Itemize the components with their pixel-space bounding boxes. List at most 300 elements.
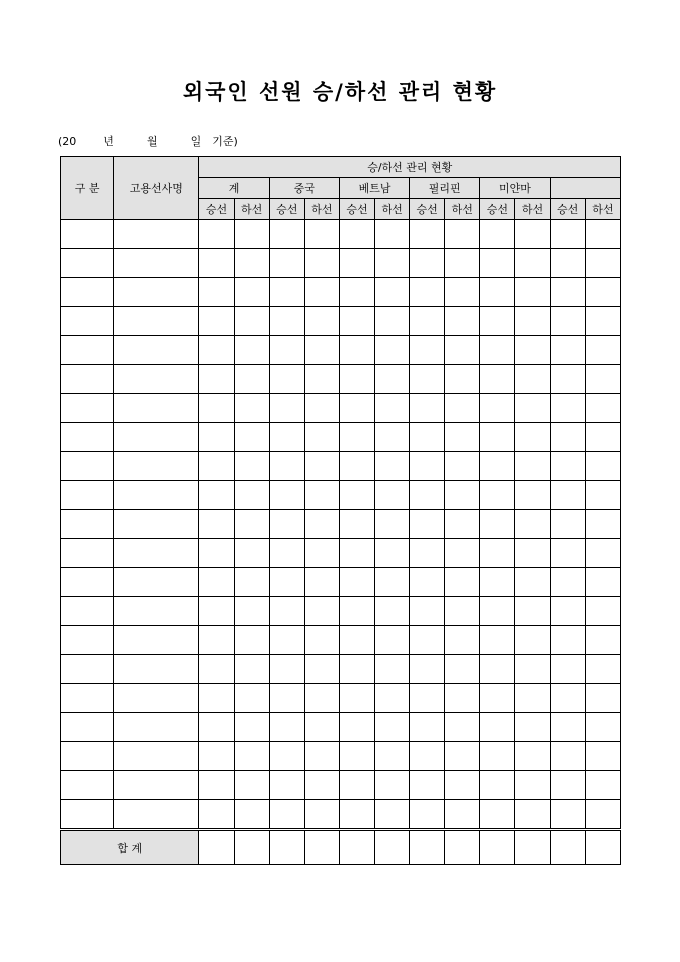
table-cell[interactable] (199, 800, 234, 830)
table-cell[interactable] (515, 336, 550, 365)
table-cell[interactable] (585, 742, 620, 771)
table-cell[interactable] (61, 394, 114, 423)
table-cell[interactable] (410, 249, 445, 278)
table-cell[interactable] (550, 568, 585, 597)
table-cell[interactable] (375, 249, 410, 278)
table-cell[interactable] (304, 655, 339, 684)
table-cell[interactable] (304, 800, 339, 830)
table-cell[interactable] (199, 568, 234, 597)
table-cell[interactable] (445, 597, 480, 626)
table-cell[interactable] (480, 278, 515, 307)
table-cell[interactable] (515, 771, 550, 800)
table-cell[interactable] (61, 713, 114, 742)
table-cell[interactable] (445, 452, 480, 481)
table-cell[interactable] (114, 423, 199, 452)
table-cell[interactable] (114, 336, 199, 365)
table-cell[interactable] (375, 394, 410, 423)
table-cell[interactable] (480, 655, 515, 684)
table-cell[interactable] (375, 336, 410, 365)
table-cell[interactable] (550, 597, 585, 626)
total-cell[interactable] (480, 830, 515, 865)
table-cell[interactable] (550, 278, 585, 307)
table-cell[interactable] (375, 626, 410, 655)
table-cell[interactable] (410, 365, 445, 394)
table-cell[interactable] (114, 539, 199, 568)
table-cell[interactable] (61, 481, 114, 510)
table-cell[interactable] (339, 713, 374, 742)
table-cell[interactable] (585, 800, 620, 830)
table-cell[interactable] (375, 771, 410, 800)
table-cell[interactable] (550, 481, 585, 510)
table-cell[interactable] (515, 307, 550, 336)
table-cell[interactable] (114, 452, 199, 481)
table-cell[interactable] (234, 597, 269, 626)
table-cell[interactable] (410, 771, 445, 800)
table-cell[interactable] (585, 684, 620, 713)
table-cell[interactable] (585, 365, 620, 394)
table-cell[interactable] (234, 626, 269, 655)
table-cell[interactable] (515, 249, 550, 278)
total-cell[interactable] (199, 830, 234, 865)
table-cell[interactable] (339, 452, 374, 481)
table-cell[interactable] (515, 481, 550, 510)
table-cell[interactable] (269, 278, 304, 307)
table-cell[interactable] (515, 800, 550, 830)
table-cell[interactable] (585, 336, 620, 365)
table-cell[interactable] (269, 220, 304, 249)
table-cell[interactable] (339, 249, 374, 278)
table-cell[interactable] (515, 742, 550, 771)
total-cell[interactable] (585, 830, 620, 865)
table-cell[interactable] (445, 771, 480, 800)
table-cell[interactable] (114, 684, 199, 713)
table-cell[interactable] (269, 510, 304, 539)
table-cell[interactable] (339, 394, 374, 423)
table-cell[interactable] (339, 597, 374, 626)
table-cell[interactable] (114, 568, 199, 597)
table-cell[interactable] (234, 307, 269, 336)
table-cell[interactable] (269, 452, 304, 481)
table-cell[interactable] (375, 742, 410, 771)
table-cell[interactable] (375, 481, 410, 510)
table-cell[interactable] (199, 307, 234, 336)
table-cell[interactable] (304, 278, 339, 307)
table-cell[interactable] (375, 423, 410, 452)
table-cell[interactable] (269, 307, 304, 336)
table-cell[interactable] (269, 626, 304, 655)
table-cell[interactable] (410, 394, 445, 423)
table-cell[interactable] (550, 307, 585, 336)
table-cell[interactable] (550, 220, 585, 249)
table-cell[interactable] (234, 684, 269, 713)
table-cell[interactable] (269, 742, 304, 771)
table-cell[interactable] (234, 423, 269, 452)
table-cell[interactable] (304, 742, 339, 771)
table-cell[interactable] (199, 539, 234, 568)
table-cell[interactable] (515, 423, 550, 452)
table-cell[interactable] (480, 713, 515, 742)
table-cell[interactable] (410, 684, 445, 713)
table-cell[interactable] (269, 684, 304, 713)
table-cell[interactable] (585, 423, 620, 452)
table-cell[interactable] (515, 626, 550, 655)
table-cell[interactable] (550, 365, 585, 394)
table-cell[interactable] (269, 365, 304, 394)
table-cell[interactable] (410, 278, 445, 307)
total-cell[interactable] (445, 830, 480, 865)
table-cell[interactable] (375, 539, 410, 568)
table-cell[interactable] (61, 423, 114, 452)
table-cell[interactable] (480, 510, 515, 539)
table-cell[interactable] (269, 423, 304, 452)
table-cell[interactable] (445, 626, 480, 655)
table-cell[interactable] (480, 249, 515, 278)
table-cell[interactable] (339, 307, 374, 336)
table-cell[interactable] (199, 684, 234, 713)
table-cell[interactable] (61, 336, 114, 365)
table-cell[interactable] (199, 365, 234, 394)
table-cell[interactable] (339, 655, 374, 684)
table-cell[interactable] (375, 452, 410, 481)
table-cell[interactable] (515, 713, 550, 742)
total-cell[interactable] (410, 830, 445, 865)
table-cell[interactable] (585, 307, 620, 336)
table-cell[interactable] (234, 771, 269, 800)
table-cell[interactable] (114, 307, 199, 336)
table-cell[interactable] (550, 539, 585, 568)
table-cell[interactable] (480, 394, 515, 423)
table-cell[interactable] (269, 568, 304, 597)
table-cell[interactable] (114, 771, 199, 800)
table-cell[interactable] (304, 423, 339, 452)
table-cell[interactable] (234, 713, 269, 742)
table-cell[interactable] (234, 249, 269, 278)
table-cell[interactable] (234, 452, 269, 481)
table-cell[interactable] (114, 597, 199, 626)
table-cell[interactable] (375, 307, 410, 336)
table-cell[interactable] (410, 742, 445, 771)
table-cell[interactable] (515, 539, 550, 568)
table-cell[interactable] (234, 394, 269, 423)
table-cell[interactable] (585, 278, 620, 307)
table-cell[interactable] (585, 539, 620, 568)
table-cell[interactable] (199, 481, 234, 510)
table-cell[interactable] (375, 220, 410, 249)
table-cell[interactable] (339, 510, 374, 539)
table-cell[interactable] (339, 771, 374, 800)
total-cell[interactable] (304, 830, 339, 865)
table-cell[interactable] (234, 568, 269, 597)
table-cell[interactable] (339, 742, 374, 771)
table-cell[interactable] (304, 684, 339, 713)
table-cell[interactable] (304, 220, 339, 249)
table-cell[interactable] (304, 394, 339, 423)
table-cell[interactable] (515, 597, 550, 626)
table-cell[interactable] (585, 771, 620, 800)
table-cell[interactable] (61, 452, 114, 481)
table-cell[interactable] (304, 626, 339, 655)
table-cell[interactable] (339, 684, 374, 713)
table-cell[interactable] (585, 452, 620, 481)
table-cell[interactable] (199, 394, 234, 423)
table-cell[interactable] (339, 336, 374, 365)
table-cell[interactable] (339, 568, 374, 597)
table-cell[interactable] (304, 481, 339, 510)
table-cell[interactable] (410, 452, 445, 481)
total-cell[interactable] (234, 830, 269, 865)
table-cell[interactable] (585, 713, 620, 742)
table-cell[interactable] (339, 481, 374, 510)
table-cell[interactable] (550, 249, 585, 278)
table-cell[interactable] (199, 655, 234, 684)
table-cell[interactable] (199, 742, 234, 771)
table-cell[interactable] (550, 423, 585, 452)
table-cell[interactable] (410, 307, 445, 336)
table-cell[interactable] (480, 597, 515, 626)
table-cell[interactable] (480, 220, 515, 249)
table-cell[interactable] (304, 510, 339, 539)
table-cell[interactable] (339, 423, 374, 452)
table-cell[interactable] (304, 539, 339, 568)
table-cell[interactable] (269, 597, 304, 626)
table-cell[interactable] (410, 800, 445, 830)
table-cell[interactable] (585, 655, 620, 684)
total-cell[interactable] (550, 830, 585, 865)
table-cell[interactable] (480, 365, 515, 394)
table-cell[interactable] (410, 481, 445, 510)
table-cell[interactable] (234, 336, 269, 365)
table-cell[interactable] (550, 800, 585, 830)
table-cell[interactable] (61, 597, 114, 626)
table-cell[interactable] (410, 539, 445, 568)
table-cell[interactable] (61, 655, 114, 684)
table-cell[interactable] (114, 713, 199, 742)
table-cell[interactable] (199, 771, 234, 800)
table-cell[interactable] (269, 771, 304, 800)
table-cell[interactable] (585, 626, 620, 655)
table-cell[interactable] (269, 394, 304, 423)
table-cell[interactable] (410, 220, 445, 249)
table-cell[interactable] (550, 452, 585, 481)
table-cell[interactable] (515, 220, 550, 249)
table-cell[interactable] (375, 365, 410, 394)
table-cell[interactable] (480, 771, 515, 800)
table-cell[interactable] (61, 510, 114, 539)
total-cell[interactable] (269, 830, 304, 865)
table-cell[interactable] (480, 481, 515, 510)
table-cell[interactable] (199, 336, 234, 365)
table-cell[interactable] (114, 510, 199, 539)
table-cell[interactable] (480, 307, 515, 336)
table-cell[interactable] (445, 365, 480, 394)
table-cell[interactable] (445, 800, 480, 830)
table-cell[interactable] (234, 510, 269, 539)
table-cell[interactable] (550, 771, 585, 800)
table-cell[interactable] (61, 249, 114, 278)
table-cell[interactable] (410, 626, 445, 655)
table-cell[interactable] (585, 220, 620, 249)
table-cell[interactable] (61, 568, 114, 597)
table-cell[interactable] (199, 249, 234, 278)
table-cell[interactable] (339, 365, 374, 394)
table-cell[interactable] (339, 626, 374, 655)
table-cell[interactable] (234, 220, 269, 249)
table-cell[interactable] (199, 597, 234, 626)
table-cell[interactable] (515, 655, 550, 684)
table-cell[interactable] (339, 278, 374, 307)
table-cell[interactable] (480, 423, 515, 452)
table-cell[interactable] (445, 220, 480, 249)
table-cell[interactable] (269, 481, 304, 510)
table-cell[interactable] (199, 713, 234, 742)
table-cell[interactable] (304, 771, 339, 800)
table-cell[interactable] (550, 655, 585, 684)
table-cell[interactable] (585, 568, 620, 597)
table-cell[interactable] (445, 742, 480, 771)
table-cell[interactable] (550, 626, 585, 655)
table-cell[interactable] (304, 307, 339, 336)
table-cell[interactable] (339, 539, 374, 568)
table-cell[interactable] (199, 626, 234, 655)
table-cell[interactable] (304, 249, 339, 278)
table-cell[interactable] (410, 713, 445, 742)
table-cell[interactable] (445, 423, 480, 452)
table-cell[interactable] (269, 249, 304, 278)
table-cell[interactable] (234, 365, 269, 394)
table-cell[interactable] (339, 220, 374, 249)
table-cell[interactable] (199, 278, 234, 307)
table-cell[interactable] (480, 626, 515, 655)
table-cell[interactable] (269, 655, 304, 684)
table-cell[interactable] (61, 307, 114, 336)
table-cell[interactable] (375, 568, 410, 597)
table-cell[interactable] (375, 800, 410, 830)
table-cell[interactable] (515, 452, 550, 481)
table-cell[interactable] (445, 249, 480, 278)
table-cell[interactable] (445, 278, 480, 307)
table-cell[interactable] (480, 684, 515, 713)
table-cell[interactable] (61, 539, 114, 568)
table-cell[interactable] (550, 742, 585, 771)
total-cell[interactable] (375, 830, 410, 865)
table-cell[interactable] (515, 394, 550, 423)
table-cell[interactable] (410, 568, 445, 597)
table-cell[interactable] (61, 771, 114, 800)
table-cell[interactable] (234, 278, 269, 307)
total-cell[interactable] (515, 830, 550, 865)
table-cell[interactable] (199, 452, 234, 481)
table-cell[interactable] (61, 742, 114, 771)
table-cell[interactable] (445, 684, 480, 713)
table-cell[interactable] (114, 655, 199, 684)
table-cell[interactable] (550, 713, 585, 742)
table-cell[interactable] (410, 510, 445, 539)
table-cell[interactable] (445, 713, 480, 742)
table-cell[interactable] (114, 394, 199, 423)
table-cell[interactable] (114, 481, 199, 510)
table-cell[interactable] (480, 539, 515, 568)
table-cell[interactable] (375, 597, 410, 626)
table-cell[interactable] (304, 713, 339, 742)
table-cell[interactable] (445, 539, 480, 568)
table-cell[interactable] (515, 365, 550, 394)
table-cell[interactable] (234, 800, 269, 830)
table-cell[interactable] (550, 684, 585, 713)
table-cell[interactable] (585, 597, 620, 626)
table-cell[interactable] (61, 684, 114, 713)
table-cell[interactable] (304, 568, 339, 597)
table-cell[interactable] (269, 713, 304, 742)
table-cell[interactable] (515, 510, 550, 539)
table-cell[interactable] (199, 423, 234, 452)
table-cell[interactable] (114, 278, 199, 307)
table-cell[interactable] (304, 597, 339, 626)
table-cell[interactable] (445, 655, 480, 684)
table-cell[interactable] (585, 481, 620, 510)
table-cell[interactable] (339, 800, 374, 830)
table-cell[interactable] (61, 278, 114, 307)
table-cell[interactable] (410, 655, 445, 684)
table-cell[interactable] (410, 423, 445, 452)
table-cell[interactable] (234, 655, 269, 684)
table-cell[interactable] (114, 626, 199, 655)
table-cell[interactable] (515, 278, 550, 307)
table-cell[interactable] (61, 800, 114, 830)
table-cell[interactable] (585, 249, 620, 278)
table-cell[interactable] (480, 800, 515, 830)
table-cell[interactable] (234, 481, 269, 510)
table-cell[interactable] (61, 626, 114, 655)
table-cell[interactable] (445, 336, 480, 365)
table-cell[interactable] (445, 568, 480, 597)
table-cell[interactable] (61, 220, 114, 249)
table-cell[interactable] (234, 539, 269, 568)
table-cell[interactable] (199, 510, 234, 539)
table-cell[interactable] (410, 336, 445, 365)
table-cell[interactable] (585, 510, 620, 539)
table-cell[interactable] (114, 742, 199, 771)
table-cell[interactable] (550, 336, 585, 365)
table-cell[interactable] (114, 220, 199, 249)
table-cell[interactable] (480, 742, 515, 771)
table-cell[interactable] (269, 336, 304, 365)
table-cell[interactable] (480, 336, 515, 365)
table-cell[interactable] (445, 307, 480, 336)
table-cell[interactable] (269, 800, 304, 830)
table-cell[interactable] (234, 742, 269, 771)
table-cell[interactable] (375, 510, 410, 539)
table-cell[interactable] (199, 220, 234, 249)
table-cell[interactable] (480, 452, 515, 481)
table-cell[interactable] (445, 510, 480, 539)
table-cell[interactable] (515, 684, 550, 713)
table-cell[interactable] (375, 655, 410, 684)
table-cell[interactable] (304, 452, 339, 481)
table-cell[interactable] (515, 568, 550, 597)
table-cell[interactable] (585, 394, 620, 423)
table-cell[interactable] (480, 568, 515, 597)
table-cell[interactable] (410, 597, 445, 626)
table-cell[interactable] (445, 394, 480, 423)
total-cell[interactable] (339, 830, 374, 865)
table-cell[interactable] (114, 249, 199, 278)
table-cell[interactable] (61, 365, 114, 394)
table-cell[interactable] (269, 539, 304, 568)
table-cell[interactable] (445, 481, 480, 510)
table-cell[interactable] (304, 336, 339, 365)
table-cell[interactable] (114, 365, 199, 394)
table-cell[interactable] (375, 713, 410, 742)
